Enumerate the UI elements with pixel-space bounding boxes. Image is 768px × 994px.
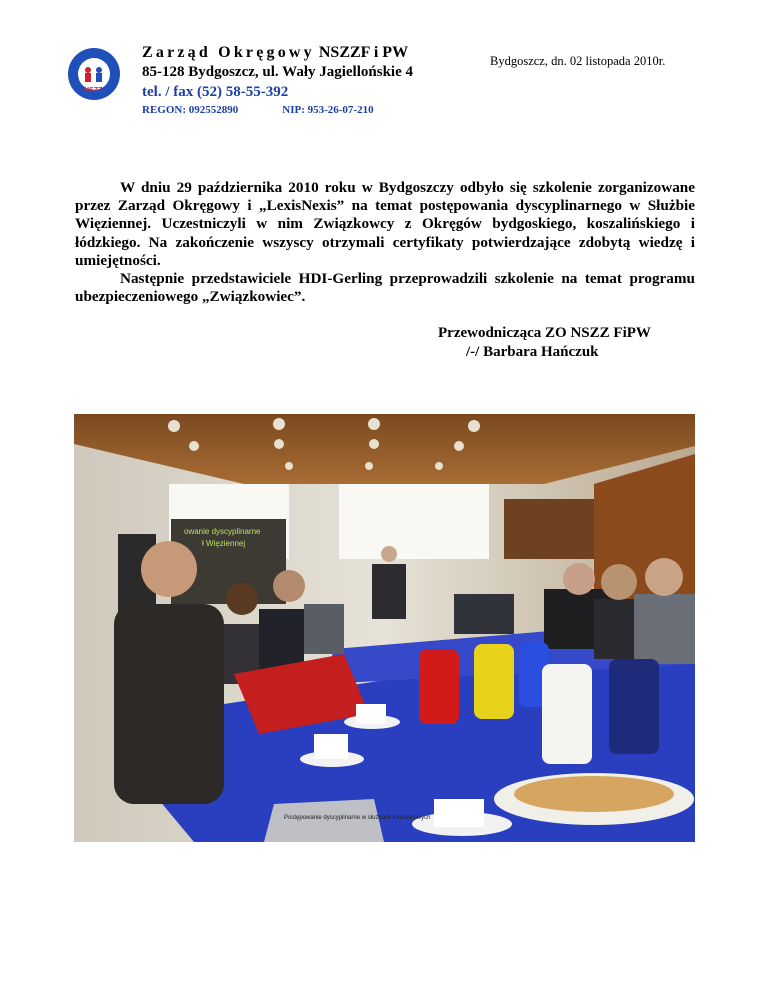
union-logo [58, 40, 138, 102]
signature-title: Przewodnicząca ZO NSZZ FiPW [438, 325, 651, 341]
org-address: 85-128 Bydgoszcz, ul. Wały Jagiellońskie 4 [142, 64, 413, 80]
signature-name: /-/ Barbara Hańczuk [466, 344, 599, 360]
nip: NIP: 953-26-07-210 [282, 104, 374, 116]
org-name: Zarząd Okręgowy NSZZF i PW [142, 44, 409, 61]
regon: REGON: 092552890 [142, 104, 239, 116]
document-body [75, 179, 695, 306]
screen-text-2: ł Więziennej [202, 539, 246, 548]
screen-text-1: owanie dyscyplinarne [184, 527, 261, 536]
signature [438, 324, 651, 362]
org-identifiers [142, 104, 374, 116]
logo-text: NSZZ [84, 87, 103, 94]
paragraph-1: W dniu 29 października 2010 roku w Bydgoszczy odbyło się szkolenie zorganizowane przez Zarząd Okręgowy i „LexisNexis” na temat postępowania dyscyplinarnego w Służbie Więziennej. Uczestniczyli w nim Związkowcy z Okręgów bydgoskiego, koszalińskiego i łódzkiego. Na zakończenie wszyscy otrzymali certyfikaty potwierdzające zdobytą wiedzę i umiejętności. [75, 179, 695, 269]
paragraph-2: Następnie przedstawiciele HDI-Gerling przeprowadzili szkolenie na temat programu ubezpieczeniowego „Związkowiec”. [75, 270, 695, 306]
document-date: Bydgoszcz, dn. 02 listopada 2010r. [490, 54, 666, 68]
booklet-text: Postępowanie dyscyplinarne w służbach mundurowych [284, 815, 431, 821]
training-photo [74, 414, 695, 842]
org-phone: tel. / fax (52) 58-55-392 [142, 84, 289, 100]
